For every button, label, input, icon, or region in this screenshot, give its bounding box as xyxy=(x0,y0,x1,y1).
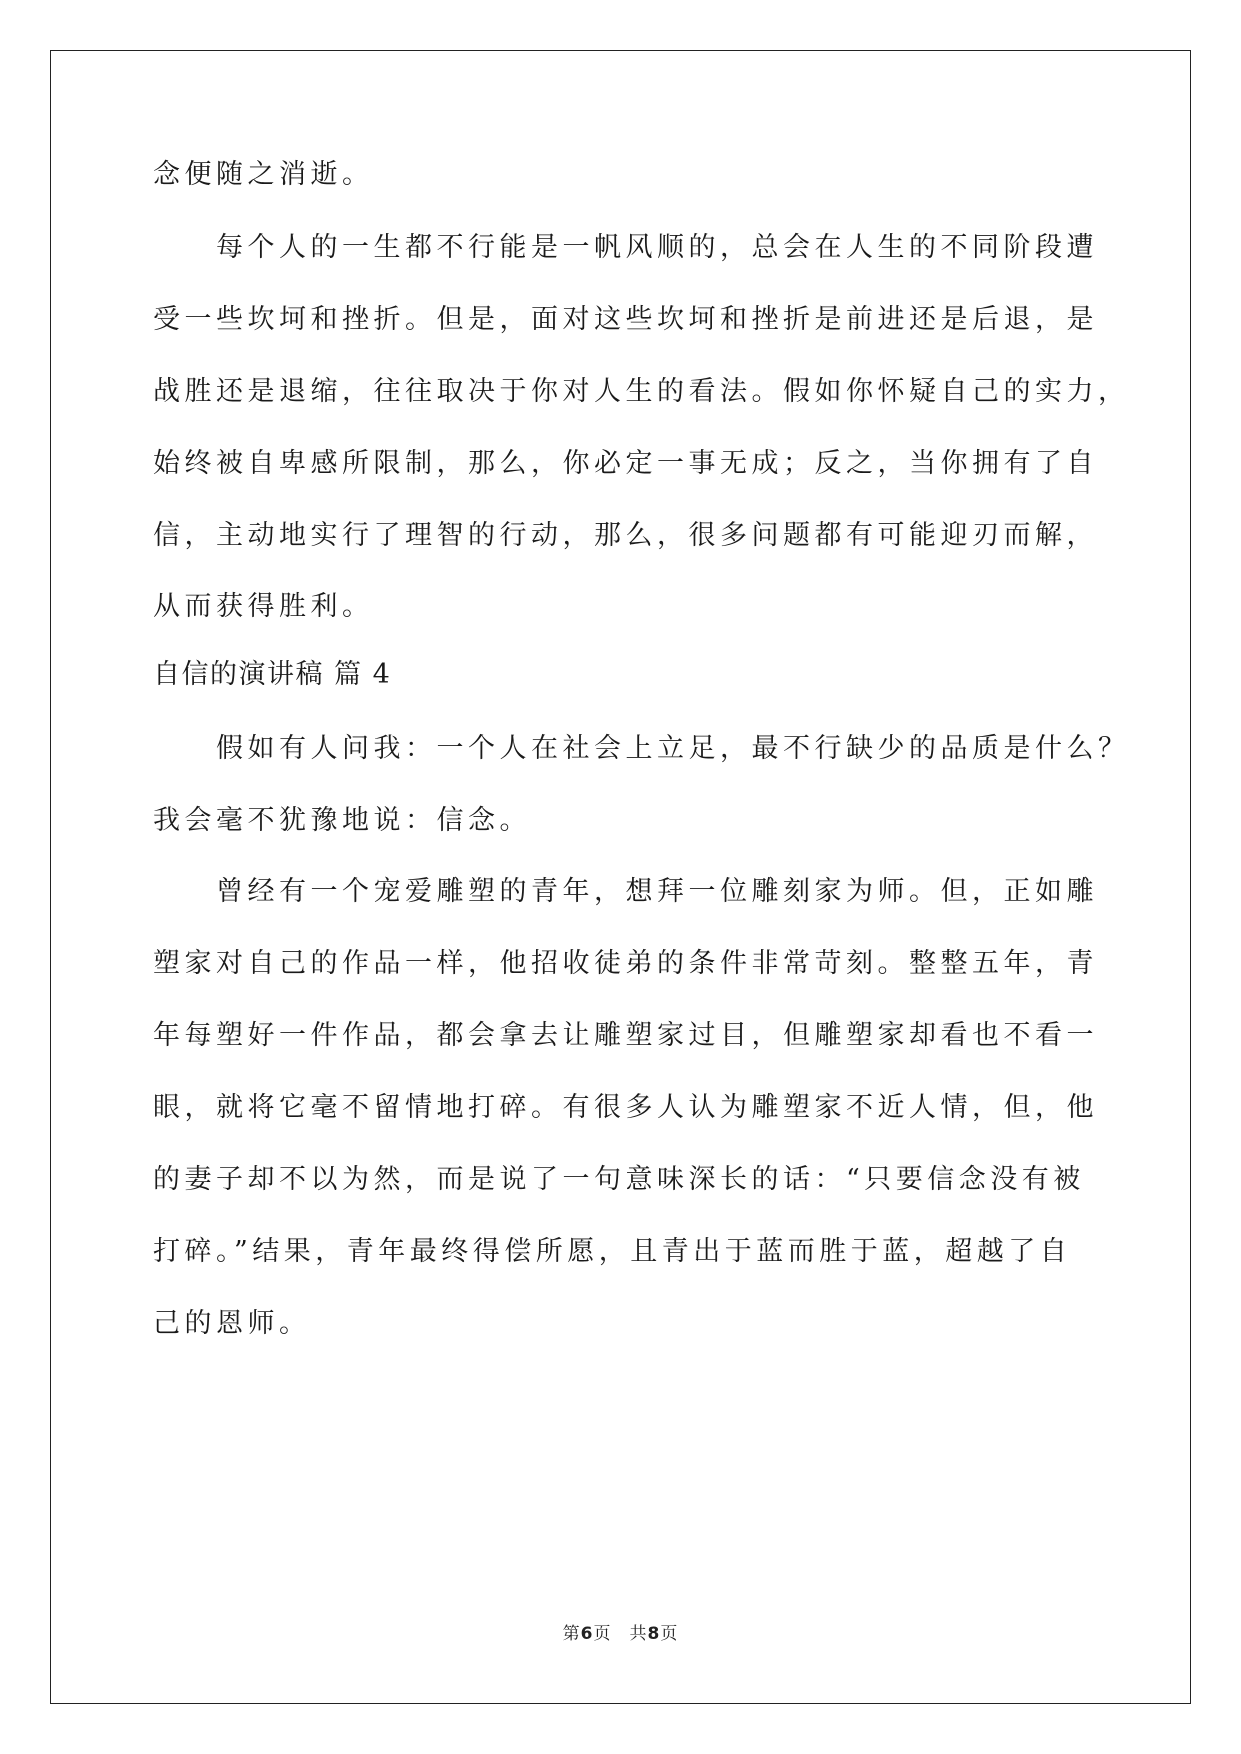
paragraph-line: 始终被自卑感所限制，那么，你必定一事无成；反之，当你拥有了自 xyxy=(153,448,1098,479)
paragraph-line: 己的恩师。 xyxy=(153,1308,311,1339)
section-heading: 自信的演讲稿 篇 4 xyxy=(153,659,392,690)
paragraph-line: 战胜还是退缩，往往取决于你对人生的看法。假如你怀疑自己的实力， xyxy=(153,376,1130,407)
footer-total-prefix: 共 xyxy=(629,1624,648,1644)
paragraph-line: 眼，就将它毫不留情地打碎。有很多人认为雕塑家不近人情，但，他 xyxy=(153,1092,1098,1123)
paragraph-line: 的妻子却不以为然，而是说了一句意味深长的话：“只要信念没有被 xyxy=(153,1164,1085,1195)
paragraph-line: 信，主动地实行了理智的行动，那么，很多问题都有可能迎刃而解， xyxy=(153,520,1098,551)
paragraph-line: 念便随之消逝。 xyxy=(153,159,374,190)
paragraph-line: 假如有人问我：一个人在社会上立足，最不行缺少的品质是什么？ xyxy=(216,733,1130,764)
footer-page-label: 页 xyxy=(593,1624,612,1644)
paragraph-line: 塑家对自己的作品一样，他招收徒弟的条件非常苛刻。整整五年，青 xyxy=(153,948,1098,979)
paragraph-line: 每个人的一生都不行能是一帆风顺的，总会在人生的不同阶段遭 xyxy=(216,232,1098,263)
paragraph-line: 曾经有一个宠爱雕塑的青年，想拜一位雕刻家为师。但，正如雕 xyxy=(216,876,1098,907)
paragraph-line: 打碎。”结果，青年最终得偿所愿，且青出于蓝而胜于蓝，超越了自 xyxy=(153,1236,1072,1267)
paragraph-line: 我会毫不犹豫地说：信念。 xyxy=(153,805,531,836)
current-page-number: 6 xyxy=(580,1624,594,1644)
footer-total-label: 页 xyxy=(660,1624,679,1644)
footer-prefix: 第 xyxy=(562,1624,581,1644)
paragraph-line: 受一些坎坷和挫折。但是，面对这些坎坷和挫折是前进还是后退，是 xyxy=(153,304,1098,335)
paragraph-line: 从而获得胜利。 xyxy=(153,591,374,622)
total-pages-number: 8 xyxy=(647,1624,661,1644)
paragraph-line: 年每塑好一件作品，都会拿去让雕塑家过目，但雕塑家却看也不看一 xyxy=(153,1020,1098,1051)
page-footer xyxy=(0,1624,1241,1644)
